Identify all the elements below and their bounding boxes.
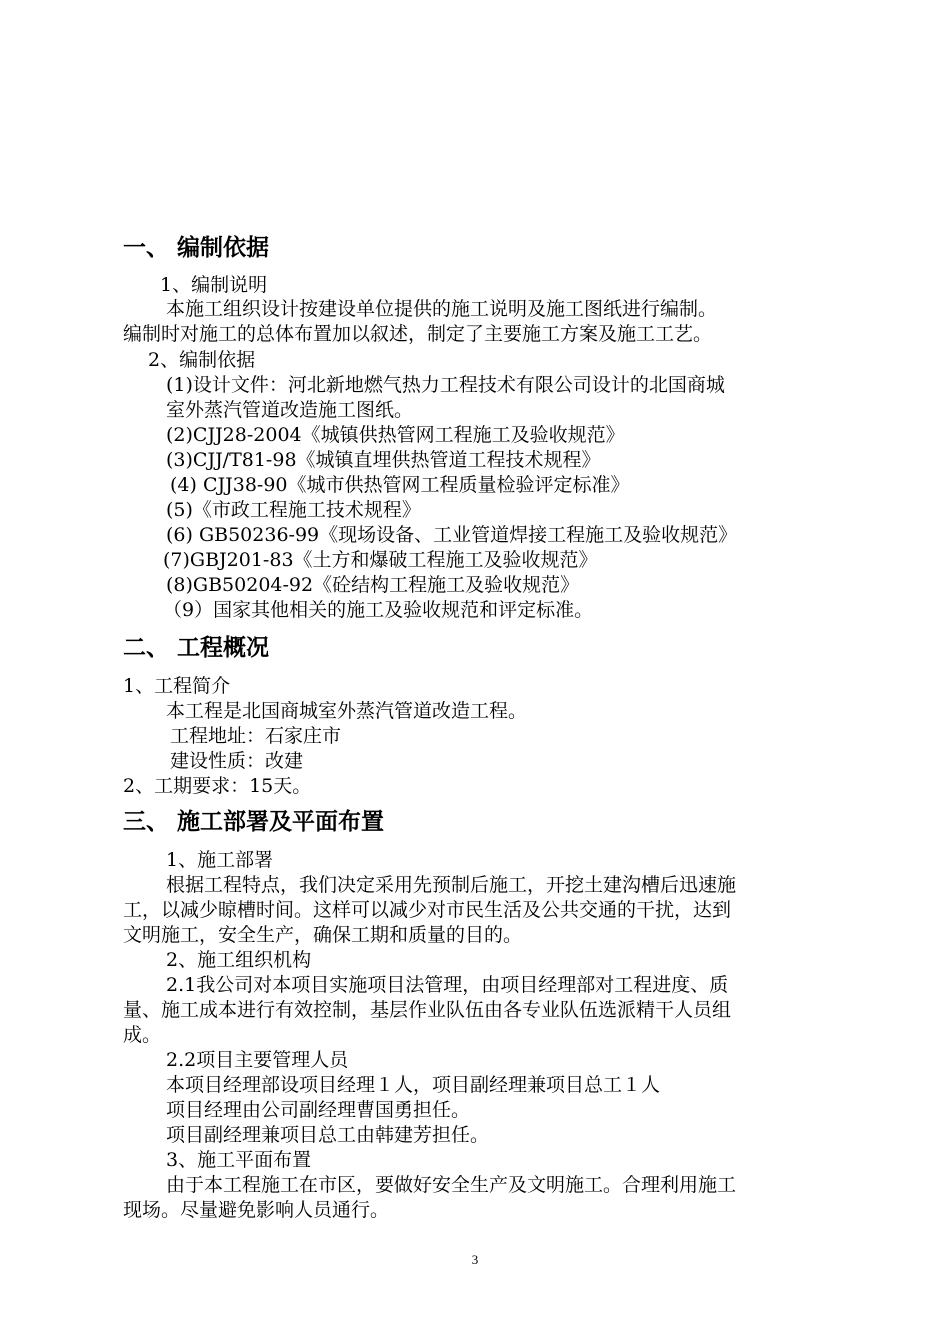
reference-item: (8)GB50204-92《砼结构工程施工及验收规范》 (166, 574, 580, 596)
page-number: 3 (471, 1252, 479, 1267)
paragraph-line: 本工程是北国商城室外蒸汽管道改造工程。 (166, 700, 528, 722)
paragraph-line: 由于本工程施工在市区，要做好安全生产及文明施工。合理利用施工 (166, 1174, 737, 1196)
reference-item: 室外蒸汽管道改造施工图纸。 (166, 399, 414, 421)
reference-item: (3)CJJ/T81-98《城镇直埋供热管道工程技术规程》 (166, 449, 601, 471)
section-3-heading: 三、 施工部署及平面布置 (123, 809, 385, 835)
reference-item: (5)《市政工程施工技术规程》 (166, 499, 421, 521)
paragraph-line: 2、工期要求：15天。 (123, 775, 312, 797)
paragraph-line: 文明施工，安全生产，确保工期和质量的目的。 (123, 924, 523, 946)
paragraph-line: 工程地址：石家庄市 (170, 725, 342, 747)
paragraph-line: 1、施工部署 (166, 849, 274, 871)
reference-item: (6) GB50236-99《现场设备、工业管道焊接工程施工及验收规范》 (166, 524, 738, 546)
section-1-heading: 一、 编制依据 (123, 235, 270, 261)
reference-item: (4) CJJ38-90《城市供热管网工程质量检验评定标准》 (170, 474, 630, 496)
paragraph-line: 项目经理由公司副经理曹国勇担任。 (166, 1099, 471, 1121)
paragraph-line: 1、工程简介 (123, 675, 231, 697)
paragraph-line: 量、施工成本进行有效控制，基层作业队伍由各专业队伍选派精干人员组 (123, 999, 732, 1021)
paragraph-line: 根据工程特点，我们决定采用先预制后施工，开挖土建沟槽后迅速施 (166, 874, 737, 896)
paragraph-line: 2.1我公司对本项目实施项目法管理，由项目经理部对工程进度、质 (166, 974, 729, 996)
paragraph-line: 成。 (123, 1024, 162, 1046)
subsection-1-1-title: 1、编制说明 (160, 274, 268, 296)
paragraph-line: 项目副经理兼项目总工由韩建芳担任。 (166, 1124, 490, 1146)
paragraph-line: 工，以减少晾槽时间。这样可以减少对市民生活及公共交通的干扰，达到 (123, 899, 732, 921)
section-2-heading: 二、 工程概况 (123, 635, 270, 661)
paragraph-line: 建设性质：改建 (170, 750, 304, 772)
paragraph-line: 本施工组织设计按建设单位提供的施工说明及施工图纸进行编制。 (166, 298, 718, 320)
reference-item: (7)GBJ201-83《土方和爆破工程施工及验收规范》 (163, 549, 598, 571)
reference-item: (2)CJJ28-2004《城镇供热管网工程施工及验收规范》 (166, 424, 625, 446)
paragraph-line: 2、施工组织机构 (166, 949, 312, 971)
paragraph-line: 2.2项目主要管理人员 (166, 1049, 349, 1071)
reference-item: (1)设计文件：河北新地燃气热力工程技术有限公司设计的北国商城 (166, 374, 725, 396)
subsection-1-2-title: 2、编制依据 (148, 349, 256, 371)
paragraph-line: 3、施工平面布置 (166, 1149, 312, 1171)
paragraph-line: 现场。尽量避免影响人员通行。 (123, 1199, 390, 1221)
reference-item: （9）国家其他相关的施工及验收规范和评定标准。 (163, 599, 594, 621)
paragraph-line: 本项目经理部设项目经理１人，项目副经理兼项目总工１人 (166, 1074, 661, 1096)
paragraph-line: 编制时对施工的总体布置加以叙述，制定了主要施工方案及施工工艺。 (123, 323, 713, 345)
